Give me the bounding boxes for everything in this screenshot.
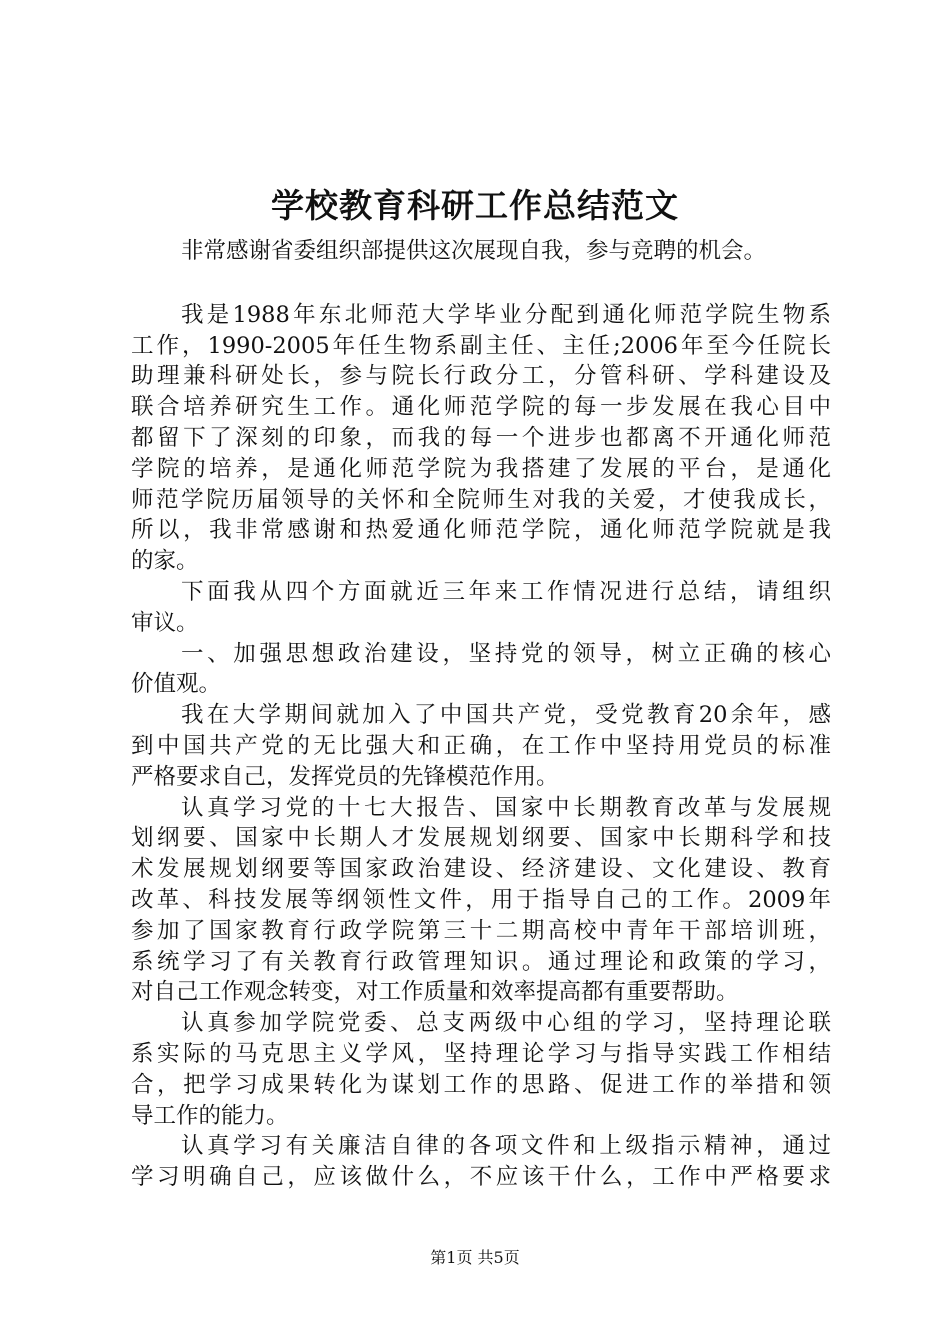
text-line: 的家。 — [131, 548, 199, 575]
text-line: 划纲要、国家中长期人才发展规划纲要、国家中长期科学和技 — [131, 825, 831, 852]
paragraph-gap — [131, 267, 831, 300]
text-line: 学习明确自己，应该做什么，不应该干什么，工作中严格要求 — [131, 1164, 831, 1191]
text-line: 到中国共产党的无比强大和正确，在工作中坚持用党员的标准 — [131, 732, 831, 759]
text-line: 系实际的马克思主义学风，坚持理论学习与指导实践工作相结 — [131, 1040, 831, 1067]
text-line: 术发展规划纲要等国家政治建设、经济建设、文化建设、教育 — [131, 856, 831, 883]
text-line: 非常感谢省委组织部提供这次展现自我，参与竞聘的机会。 — [181, 238, 767, 264]
text-line: 工作，1990-2005年任生物系副主任、主任;2006年至今任院长 — [131, 332, 831, 359]
text-line: 学院的培养，是通化师范学院为我搭建了发展的平台，是通化 — [131, 455, 831, 482]
text-line: 助理兼科研处长，参与院长行政分工，分管科研、学科建设及 — [131, 363, 831, 390]
text-line: 认真学习有关廉洁自律的各项文件和上级指示精神，通过 — [181, 1133, 831, 1160]
text-line: 审议。 — [131, 609, 199, 636]
text-line: 联合培养研究生工作。通化师范学院的每一步发展在我心目中 — [131, 394, 831, 421]
page-number: 第1页 共5页 — [430, 1248, 520, 1267]
document-title: 学校教育科研工作总结范文 — [271, 186, 679, 225]
text-line: 认真学习党的十七大报告、国家中长期教育改革与发展规 — [181, 794, 831, 821]
text-line: 合，把学习成果转化为谋划工作的思路、促进工作的举措和领 — [131, 1071, 831, 1098]
document-body — [131, 236, 831, 1193]
text-line: 参加了国家教育行政学院第三十二期高校中青年干部培训班， — [131, 917, 831, 944]
text-line: 系统学习了有关教育行政管理知识。通过理论和政策的学习， — [131, 948, 831, 975]
text-line: 我在大学期间就加入了中国共产党，受党教育20余年，感 — [181, 702, 831, 729]
text-line: 对自己工作观念转变，对工作质量和效率提高都有重要帮助。 — [131, 979, 739, 1006]
text-line: 价值观。 — [131, 671, 222, 698]
text-line: 所以，我非常感谢和热爱通化师范学院，通化师范学院就是我 — [131, 517, 831, 544]
text-line: 我是1988年东北师范大学毕业分配到通化师范学院生物系 — [181, 301, 831, 328]
text-line: 一、加强思想政治建设，坚持党的领导，树立正确的核心 — [181, 640, 831, 667]
text-line: 下面我从四个方面就近三年来工作情况进行总结，请组织 — [181, 578, 831, 605]
text-line: 导工作的能力。 — [131, 1102, 289, 1129]
text-line: 认真参加学院党委、总支两级中心组的学习，坚持理论联 — [181, 1010, 831, 1037]
text-line: 改革、科技发展等纲领性文件，用于指导自己的工作。2009年 — [131, 886, 831, 913]
text-line: 师范学院历届领导的关怀和全院师生对我的关爱，才使我成长， — [131, 486, 831, 513]
text-line: 严格要求自己，发挥党员的先锋模范作用。 — [131, 763, 559, 790]
text-line: 都留下了深刻的印象，而我的每一个进步也都离不开通化师范 — [131, 424, 831, 451]
